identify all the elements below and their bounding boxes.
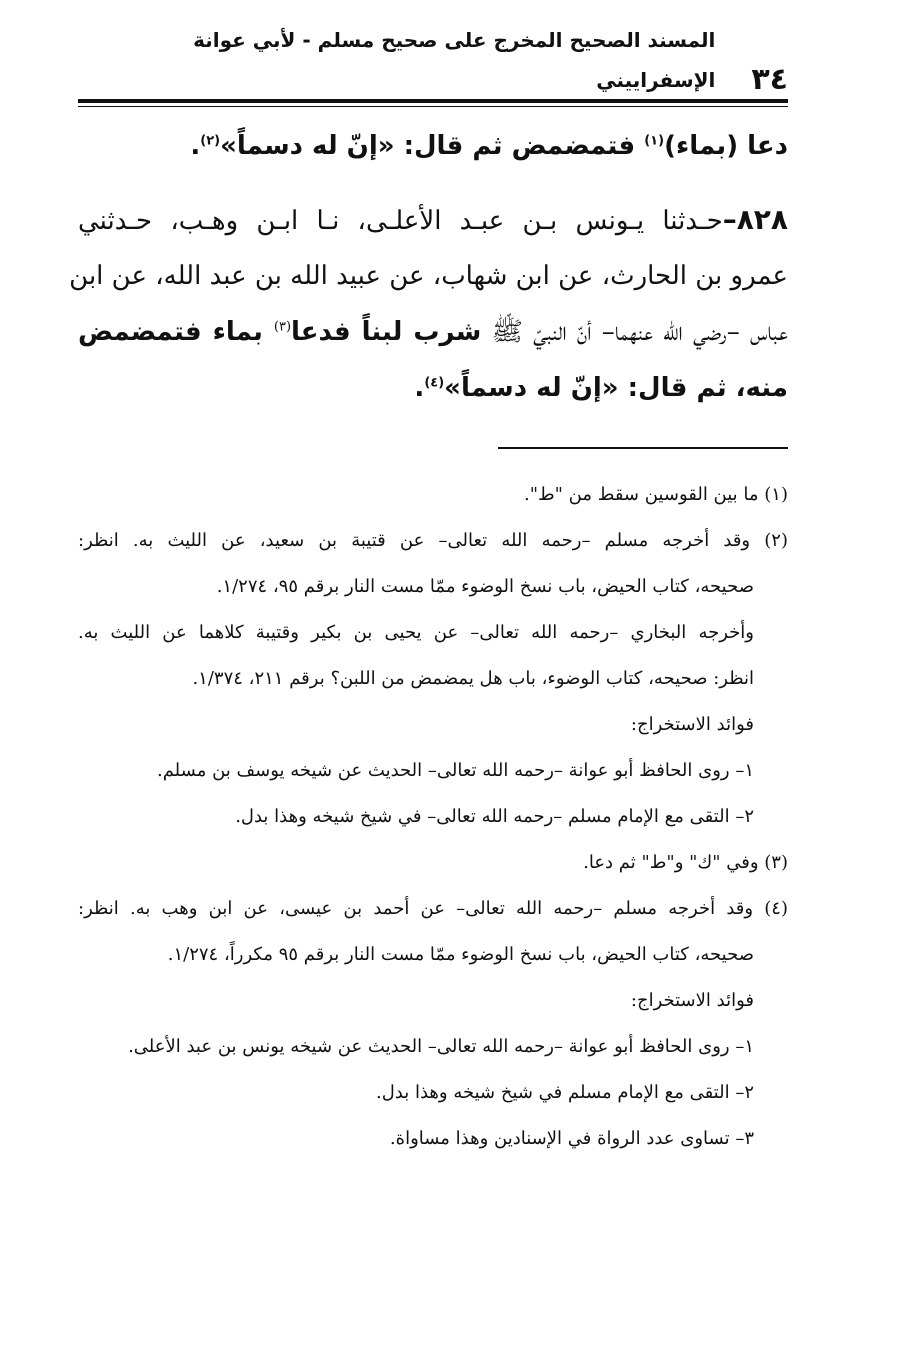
footnote-ref-1: (١) bbox=[644, 133, 665, 149]
page-number: ٣٤ bbox=[751, 62, 788, 97]
header-rule bbox=[78, 99, 788, 103]
footnotes bbox=[78, 472, 788, 1162]
hadith-number: ٨٢٨– bbox=[722, 203, 788, 236]
footnote-4-benefit-1: ١– روى الحافظ أبو عوانة –رحمه الله تعالى– الحديث عن شيخه يونس بن عبد الأعلى. bbox=[128, 1036, 754, 1057]
footnote-2-bukhari-ref: انظر: صحيحه، كتاب الوضوء، باب هل يمضمض من اللبن؟ برقم ٢١١، ١/٣٧٤. bbox=[192, 668, 754, 689]
main-line-3: عمرو بن الحارث، عن ابن شهاب، عن عبيد الله بن عبد الله، عن ابن bbox=[69, 261, 788, 291]
main-text bbox=[69, 118, 788, 416]
main-line-4 bbox=[78, 304, 788, 360]
footnote-3: (٣) وفي "ك" و"ط" ثم دعا. bbox=[583, 852, 788, 873]
footnote-4: (٤) وقد أخرجه مسلم –رحمه الله تعالى– عن أحمد بن عيسى، عن ابن وهب به. انظر: bbox=[78, 898, 788, 919]
footnote-2-benefit-2: ٢– التقى مع الإمام مسلم –رحمه الله تعالى– في شيخ شيخه وهذا بدل. bbox=[235, 806, 754, 827]
footnote-2-bukhari: وأخرجه البخاري –رحمه الله تعالى– عن يحيى بن بكير وقتيبة كلاهما عن الليث به. bbox=[78, 622, 754, 643]
main-line-5 bbox=[78, 360, 788, 416]
footnote-4-benefits-title: فوائد الاستخراج: bbox=[630, 990, 754, 1011]
footnote-4-benefit-2: ٢– التقى مع الإمام مسلم في شيخ شيخه وهذا بدل. bbox=[375, 1082, 754, 1103]
main-line-1 bbox=[78, 118, 788, 174]
line4-part-b: شرب لبناً فدعا bbox=[291, 317, 482, 347]
footnote-ref-4: (٤) bbox=[424, 375, 445, 391]
footnote-2-benefit-1: ١– روى الحافظ أبو عوانة –رحمه الله تعالى– الحديث عن شيخه يوسف بن مسلم. bbox=[156, 760, 754, 781]
line5-part-a: منه، ثم قال: «إنّ له دسماً» bbox=[444, 373, 788, 403]
footnote-2-benefits-title: فوائد الاستخراج: bbox=[630, 714, 754, 735]
footnote-4-cont: صحيحه، كتاب الحيض، باب نسخ الوضوء ممّا مست النار برقم ٩٥ مكرراً، ١/٢٧٤. bbox=[167, 944, 754, 965]
page-header bbox=[78, 28, 788, 100]
footnote-separator bbox=[498, 447, 788, 449]
line1-part-b: فتمضمض ثم قال: «إنّ له دسماً» bbox=[220, 131, 645, 161]
line1-part-c: . bbox=[190, 131, 201, 161]
footnote-4-benefit-3: ٣– تساوى عدد الرواة في الإسنادين وهذا مساواة. bbox=[389, 1128, 754, 1149]
header-rule-thin bbox=[78, 106, 788, 107]
line4-part-c: بماء فتمضمض bbox=[78, 317, 274, 347]
footnote-1: (١) ما بين القوسين سقط من "ط". bbox=[524, 484, 788, 505]
footnote-2: (٢) وقد أخرجه مسلم –رحمه الله تعالى– عن قتيبة بن سعيد، عن الليث به. انظر: bbox=[78, 530, 788, 551]
running-title: المسند الصحيح المخرج على صحيح مسلم - لأبي عوانة الإسفراييني bbox=[193, 28, 716, 92]
footnote-ref-2: (٢) bbox=[200, 133, 221, 149]
line5-part-c: . bbox=[414, 373, 425, 403]
footnote-2-cont: صحيحه، كتاب الحيض، باب نسخ الوضوء ممّا مست النار برقم ٩٥، ١/٢٧٤. bbox=[216, 576, 754, 597]
main-line-2 bbox=[78, 192, 788, 248]
line4-part-a: عباس –رضي الله عنهما– أنّ النبيّ ﷺ bbox=[481, 317, 788, 347]
line2-text: حـدثنا يـونس بـن عبـد الأعلـى، نـا ابـن وهـب، حـدثني bbox=[78, 206, 723, 236]
line1-part-a: دعا (بماء) bbox=[664, 131, 788, 161]
footnote-ref-3: (٣) bbox=[273, 319, 292, 335]
